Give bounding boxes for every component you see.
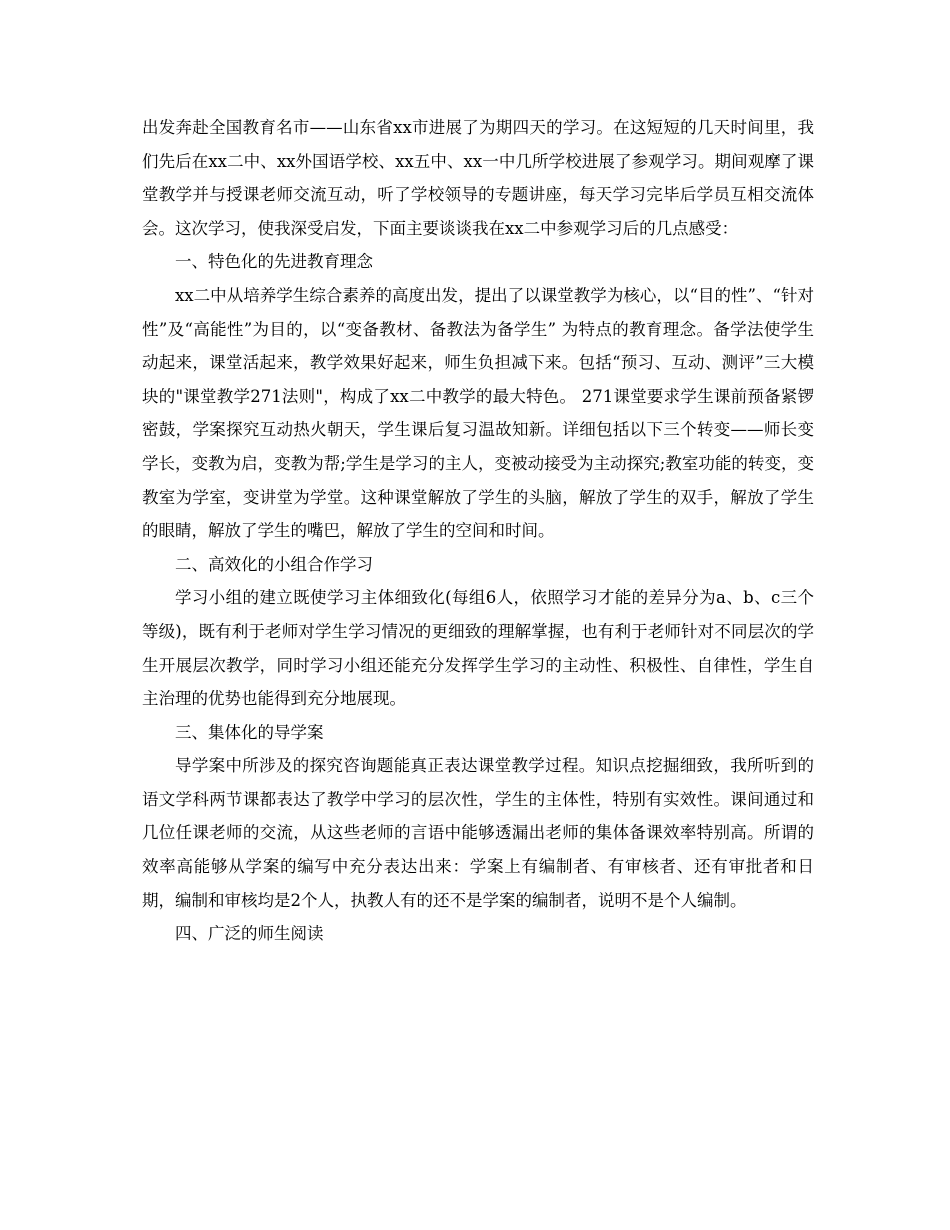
paragraph-intro: 出发奔赴全国教育名市——山东省xx市进展了为期四天的学习。在这短短的几天时间里，我们先后在xx二中、xx外国语学校、xx五中、xx一中几所学校进展了参观学习。期间观摩了课堂教学并与授课老师交流互动，听了学校领导的专题讲座，每天学习完毕后学员互相交流体会。这次学习，使我深受启发，下面主要谈谈我在xx二中参观学习后的几点感受： (142, 118, 814, 238)
paragraph-section-3: 导学案中所涉及的探究咨询题能真正表达课堂教学过程。知识点挖掘细致，我所听到的语文学科两节课都表达了教学中学习的层次性，学生的主体性，特别有实效性。课间通过和几位任课老师的交流，从这些老师的言语中能够透漏出老师的集体备课效率特别高。所谓的效率高能够从学案的编写中充分表达出来：学案上有编制者、有审核者、还有审批者和日期，编制和审核均是2个人，执教人有的还不是学案的编制者，说明不是个人编制。 (142, 756, 814, 910)
paragraph-section-1: xx二中从培养学生综合素养的高度出发，提出了以课堂教学为核心，以“目的性”、“针对性”及“高能性”为目的，以“变备教材、备教法为备学生” 为特点的教育理念。备学法使学生动起来，课堂活起来，教学效果好起来，师生负担减下来。包括“预习、互动、测评”三大模块的"课堂教学271法则"，构成了xx二中教学的最大特色。 271课堂要求学生课前预备紧锣密鼓，学案探究互动热火朝天，学生课后复习温故知新。详细包括以下三个转变——师长变学长，变教为启，变教为帮;学生是学习的主人，变被动接受为主动探究;教室功能的转变，变教室为学室，变讲堂为学堂。这种课堂解放了学生的头脑，解放了学生的双手，解放了学生的眼睛，解放了学生的嘴巴，解放了学生的空间和时间。 (142, 285, 814, 541)
section-heading-3: 三、集体化的导学案 (175, 722, 324, 742)
paragraph-section-2: 学习小组的建立既使学习主体细致化(每组6人，依照学习才能的差异分为a、b、c三个等级)，既有利于老师对学生学习情况的更细致的理解掌握，也有利于老师针对不同层次的学生开展层次教学，同时学习小组还能充分发挥学生学习的主动性、积极性、自律性，学生自主治理的优势也能得到充分地展现。 (142, 588, 814, 709)
section-heading-2: 二、高效化的小组合作学习 (175, 554, 373, 574)
document-body (142, 111, 814, 951)
section-heading-1: 一、特色化的先进教育理念 (175, 252, 373, 272)
section-heading-4: 四、广泛的师生阅读 (175, 924, 324, 944)
